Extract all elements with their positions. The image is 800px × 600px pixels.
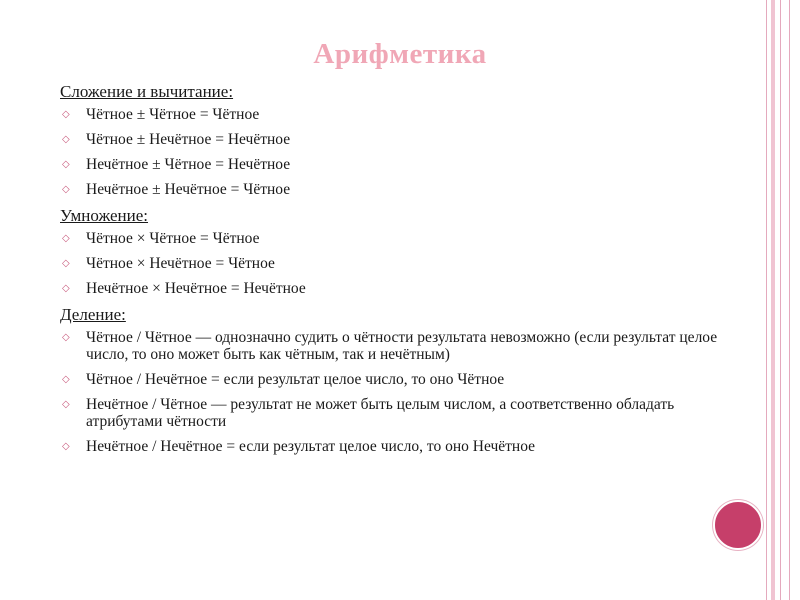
bullet-icon: ◇ [62,441,70,452]
bullet-icon: ◇ [62,134,70,145]
list-item [60,329,720,363]
decorative-line [780,0,781,600]
bullet-icon: ◇ [62,332,70,343]
list-item-text: Нечётное × Нечётное = Нечётное [86,280,306,297]
section-heading: Деление: [60,305,126,324]
list-item-text: Нечётное / Чётное — результат не может быть целым числом, а соответственно обладать атрибутами чётности [86,396,675,430]
slide-content [60,82,720,463]
bullet-icon: ◇ [62,258,70,269]
list-item [60,131,720,148]
list-item [60,371,720,388]
section-heading: Сложение и вычитание: [60,82,234,101]
list-item-text: Чётное / Нечётное = если результат целое число, то оно Чётное [86,371,505,388]
list-item [60,156,720,173]
section-heading: Умножение: [60,206,149,225]
list-item [60,255,720,272]
list-item-text: Нечётное / Нечётное = если результат целое число, то оно Нечётное [86,438,536,455]
bullet-icon: ◇ [62,283,70,294]
decorative-circle [713,500,763,550]
bullet-icon: ◇ [62,233,70,244]
bullet-icon: ◇ [62,159,70,170]
section-multiplication [60,206,720,297]
list-item [60,181,720,198]
list-item-text: Чётное × Чётное = Чётное [86,230,260,247]
bullet-icon: ◇ [62,374,70,385]
list-item-text: Нечётное ± Нечётное = Чётное [86,181,291,198]
bullet-icon: ◇ [62,399,70,410]
decorative-line [789,0,790,600]
bullet-icon: ◇ [62,109,70,120]
list-item-text: Чётное / Чётное — однозначно судить о чётности результата невозможно (если результат целое число, то оно может быть как чётным, так и нечётным) [86,329,718,363]
list-item-text: Чётное ± Чётное = Чётное [86,106,260,123]
list-item-text: Чётное × Нечётное = Чётное [86,255,275,272]
bullet-icon: ◇ [62,184,70,195]
list-item-text: Чётное ± Нечётное = Нечётное [86,131,291,148]
list-item [60,280,720,297]
list-item-text: Нечётное ± Чётное = Нечётное [86,156,291,173]
list-item [60,438,720,455]
decorative-line [771,0,775,600]
section-division [60,305,720,455]
slide-title: Арифметика [313,38,487,70]
section-addition [60,82,720,198]
decorative-line [766,0,767,600]
list-item [60,106,720,123]
list-item [60,230,720,247]
list-item [60,396,720,430]
